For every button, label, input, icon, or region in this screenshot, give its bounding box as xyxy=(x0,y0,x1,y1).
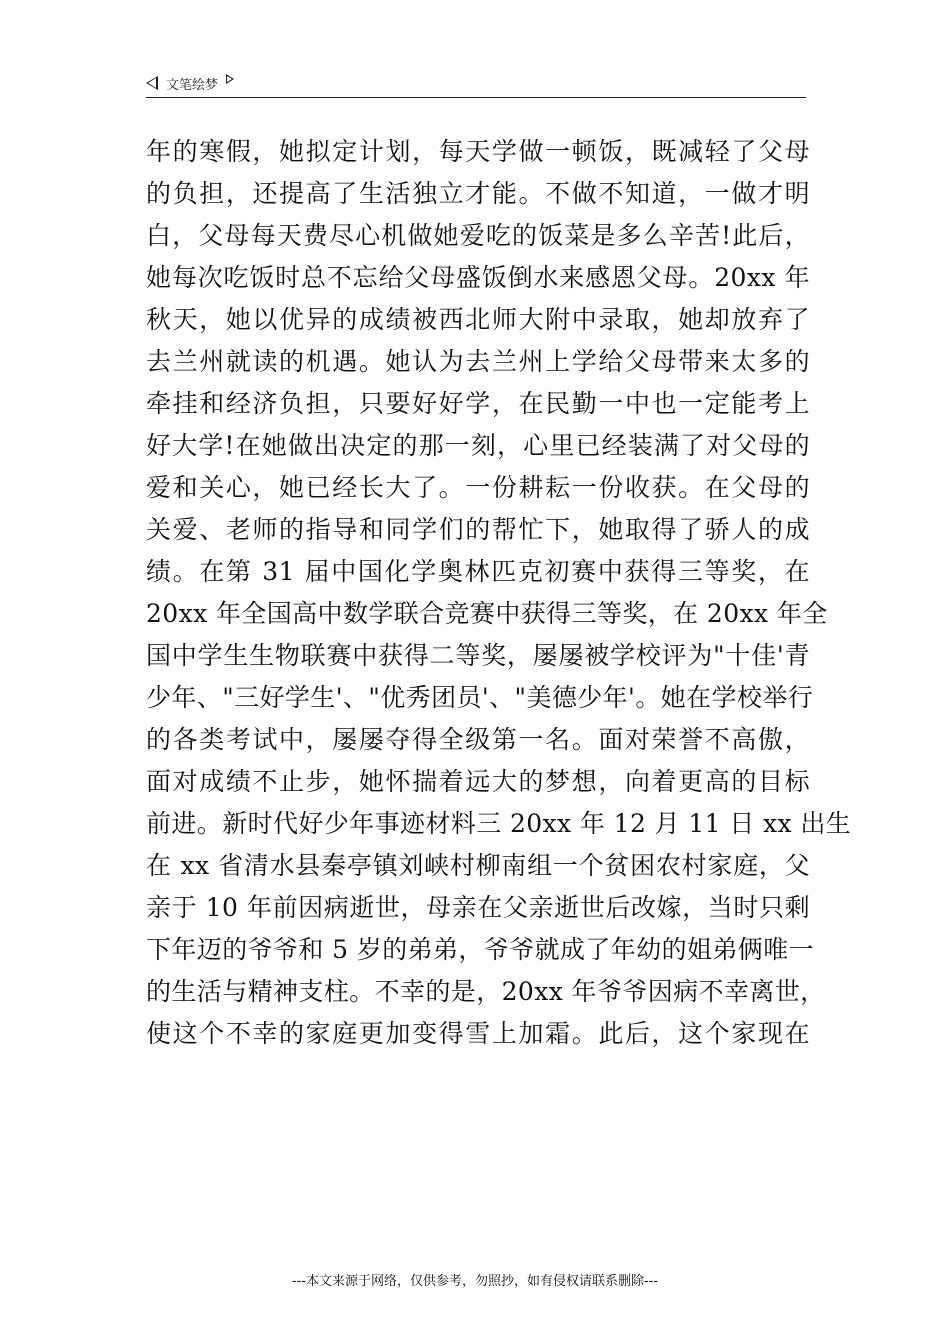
header-rule xyxy=(146,97,806,98)
text-line: 的负担，还提高了生活独立才能。不做不知道，一做才明 xyxy=(146,179,810,208)
page-footer: ---本文来源于网络，仅供参考，勿照抄，如有侵权请联系删除--- xyxy=(291,1274,659,1289)
text-line: 白，父母每天费尽心机做她爱吃的饭菜是多么辛苦!此后， xyxy=(146,221,810,250)
page-header xyxy=(146,72,234,94)
text-line: 面对成绩不止步，她怀揣着远大的梦想，向着更高的目标 xyxy=(146,767,810,796)
text-line: 爱和关心，她已经长大了。一份耕耘一份收获。在父母的 xyxy=(146,473,810,502)
text-line: 的各类考试中，屡屡夺得全级第一名。面对荣誉不高傲， xyxy=(146,725,810,754)
text-line: 关爱、老师的指导和同学们的帮忙下，她取得了骄人的成 xyxy=(146,515,810,544)
text-line: 亲于 10 年前因病逝世，母亲在父亲逝世后改嫁，当时只剩 xyxy=(146,893,810,922)
document-body xyxy=(146,131,852,1055)
text-line: 的生活与精神支柱。不幸的是，20xx 年爷爷因病不幸离世， xyxy=(146,977,826,1006)
text-line: 使这个不幸的家庭更加变得雪上加霜。此后，这个家现在 xyxy=(146,1019,810,1048)
triangle-left-icon xyxy=(146,76,158,90)
text-line: 秋天，她以优异的成绩被西北师大附中录取，她却放弃了 xyxy=(146,305,810,334)
text-line: 绩。在第 31 届中国化学奥林匹克初赛中获得三等奖，在 xyxy=(146,557,810,586)
text-line: 国中学生生物联赛中获得二等奖，屡屡被学校评为"十佳'青 xyxy=(146,641,810,670)
text-line: 牵挂和经济负担，只要好好学，在民勤一中也一定能考上 xyxy=(146,389,810,418)
text-line: 年的寒假，她拟定计划，每天学做一顿饭，既减轻了父母 xyxy=(146,137,810,166)
text-line: 在 xx 省清水县秦亭镇刘峡村柳南组一个贫困农村家庭，父 xyxy=(146,851,810,880)
text-line: 少年、"三好学生'、"优秀团员'、"美德少年'。她在学校举行 xyxy=(146,683,814,712)
text-line: 20xx 年全国高中数学联合竞赛中获得三等奖，在 20xx 年全 xyxy=(146,599,828,628)
text-line: 好大学!在她做出决定的那一刻，心里已经装满了对父母的 xyxy=(146,431,810,460)
text-line: 下年迈的爷爷和 5 岁的弟弟，爷爷就成了年幼的姐弟俩唯一 xyxy=(146,935,815,964)
text-line: 去兰州就读的机遇。她认为去兰州上学给父母带来太多的 xyxy=(146,347,810,376)
header-title: 文笔绘梦 xyxy=(166,77,219,93)
text-line: 前进。新时代好少年事迹材料三 20xx 年 12 月 11 日 xx 出生 xyxy=(146,809,852,838)
triangle-right-icon xyxy=(226,74,234,84)
text-line: 她每次吃饭时总不忘给父母盛饭倒水来感恩父母。20xx 年 xyxy=(146,263,810,292)
